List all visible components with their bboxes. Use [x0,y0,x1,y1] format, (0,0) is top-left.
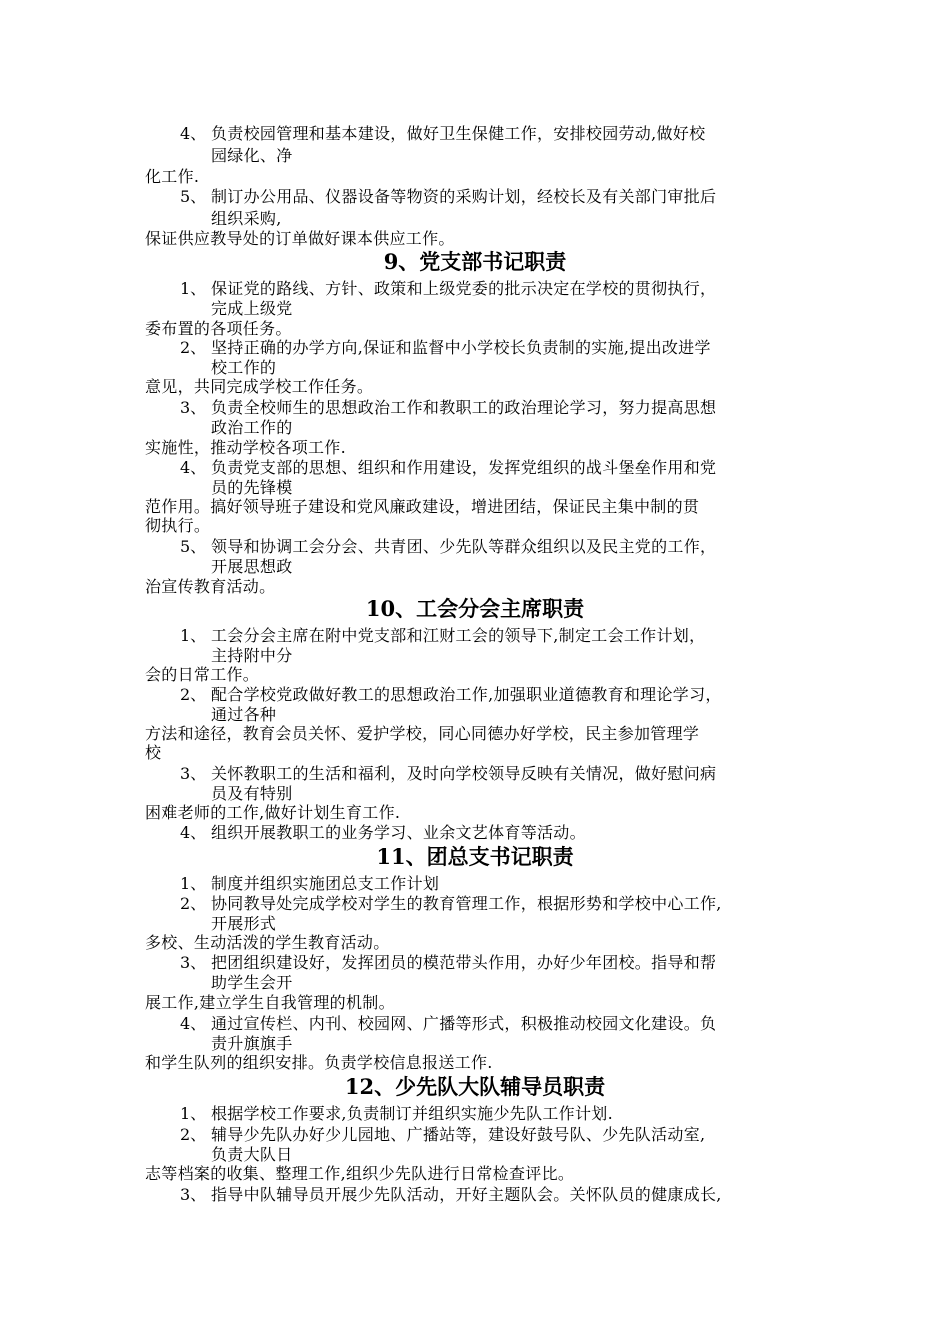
item-text-wrap: 开展形式 [211,914,277,933]
item-number: 1、 [180,874,207,893]
item-text-continuation: 彻执行。 [145,516,211,535]
item-number: 5、 [180,187,207,206]
item-text: 辅导少先队办好少儿园地、广播站等，建设好鼓号队、少先队活动室, [211,1125,706,1144]
section-heading: 11、团总支书记职责 [376,844,574,869]
item-text-wrap: 通过各种 [211,705,277,724]
item-text: 保证党的路线、方针、政策和上级党委的批示决定在学校的贯彻执行， [211,279,717,298]
item-text-continuation: 化工作. [145,167,200,186]
item-number: 3、 [180,1185,207,1204]
item-text-wrap: 责升旗旗手 [211,1034,293,1053]
item-text-continuation: 治宣传教育活动。 [145,577,276,596]
item-number: 3、 [180,953,207,972]
item-text: 制度并组织实施团总支工作计划 [211,874,440,893]
item-text-wrap: 政治工作的 [211,418,293,437]
item-number: 2、 [180,685,207,704]
item-text-wrap: 校工作的 [211,358,277,377]
item-text-continuation: 意见，共同完成学校工作任务。 [145,377,374,396]
item-number: 3、 [180,764,207,783]
item-text: 负责党支部的思想、组织和作用建设，发挥党组织的战斗堡垒作用和党 [211,458,717,477]
item-text-wrap: 负责大队日 [211,1145,293,1164]
item-text: 指导中队辅导员开展少先队活动，开好主题队会。关怀队员的健康成长, [211,1185,722,1204]
item-text-continuation: 会的日常工作。 [145,665,260,684]
item-text-wrap: 开展思想政 [211,557,293,576]
item-text-wrap: 员的先锋模 [211,478,293,497]
item-text-continuation: 展工作,建立学生自我管理的机制。 [145,993,395,1012]
item-text: 领导和协调工会分会、共青团、少先队等群众组织以及民主党的工作， [211,537,717,556]
item-number: 5、 [180,537,207,556]
item-text-wrap: 组织采购, [211,209,282,228]
item-text-wrap: 员及有特别 [211,784,293,803]
item-text: 关怀教职工的生活和福利，及时向学校领导反映有关情况，做好慰问病 [211,764,717,783]
item-number: 4、 [180,823,207,842]
item-number: 2、 [180,338,207,357]
item-text: 协同教导处完成学校对学生的教育管理工作，根据形势和学校中心工作, [211,894,722,913]
section-heading: 12、少先队大队辅导员职责 [344,1074,606,1099]
item-text-wrap: 助学生会开 [211,973,293,992]
item-text-continuation: 和学生队列的组织安排。负责学校信息报送工作. [145,1053,493,1072]
item-text: 把团组织建设好，发挥团员的模范带头作用，办好少年团校。指导和帮 [211,953,717,972]
item-text: 组织开展教职工的业务学习、业余文艺体育等活动。 [211,823,586,842]
item-number: 4、 [180,458,207,477]
item-text-wrap: 完成上级党 [211,299,293,318]
item-text-continuation: 校 [145,743,162,762]
item-text: 坚持正确的办学方向,保证和监督中小学校长负责制的实施,提出改进学 [211,338,711,357]
item-number: 4、 [180,1014,207,1033]
section-heading: 10、工会分会主席职责 [365,596,585,621]
item-text-continuation: 方法和途径，教育会员关怀、爱护学校，同心同德办好学校，民主参加管理学 [145,724,700,743]
item-number: 2、 [180,894,207,913]
item-number: 4、 [180,124,207,143]
item-text: 负责校园管理和基本建设，做好卫生保健工作，安排校园劳动,做好校 [211,124,706,143]
item-text-continuation: 保证供应教导处的订单做好课本供应工作。 [145,229,455,248]
item-number: 2、 [180,1125,207,1144]
item-number: 1、 [180,626,207,645]
item-text-wrap: 园绿化、净 [211,146,293,165]
item-text: 根据学校工作要求,负责制订并组织实施少先队工作计划. [211,1104,613,1123]
item-text-wrap: 主持附中分 [211,646,293,665]
item-text-continuation: 委布置的各项任务。 [145,319,292,338]
item-text-continuation: 实施性，推动学校各项工作. [145,438,346,457]
section-heading: 9、党支部书记职责 [383,249,567,274]
item-text-continuation: 范作用。搞好领导班子建设和党风廉政建设，增进团结，保证民主集中制的贯 [145,497,700,516]
item-text: 配合学校党政做好教工的思想政治工作,加强职业道德教育和理论学习， [211,685,722,704]
item-text: 负责全校师生的思想政治工作和教职工的政治理论学习，努力提高思想 [211,398,717,417]
item-text-continuation: 困难老师的工作,做好计划生育工作. [145,803,401,822]
item-text-continuation: 多校、生动活泼的学生教育活动。 [145,933,390,952]
item-number: 1、 [180,279,207,298]
item-text: 通过宣传栏、内刊、校园网、广播等形式，积极推动校园文化建设。负 [211,1014,717,1033]
item-number: 3、 [180,398,207,417]
item-text-continuation: 志等档案的收集、整理工作,组织少先队进行日常检查评比。 [145,1164,575,1183]
item-text: 工会分会主席在附中党支部和江财工会的领导下,制定工会工作计划， [211,626,706,645]
item-text: 制订办公用品、仪器设备等物资的采购计划，经校长及有关部门审批后 [211,187,717,206]
item-number: 1、 [180,1104,207,1123]
